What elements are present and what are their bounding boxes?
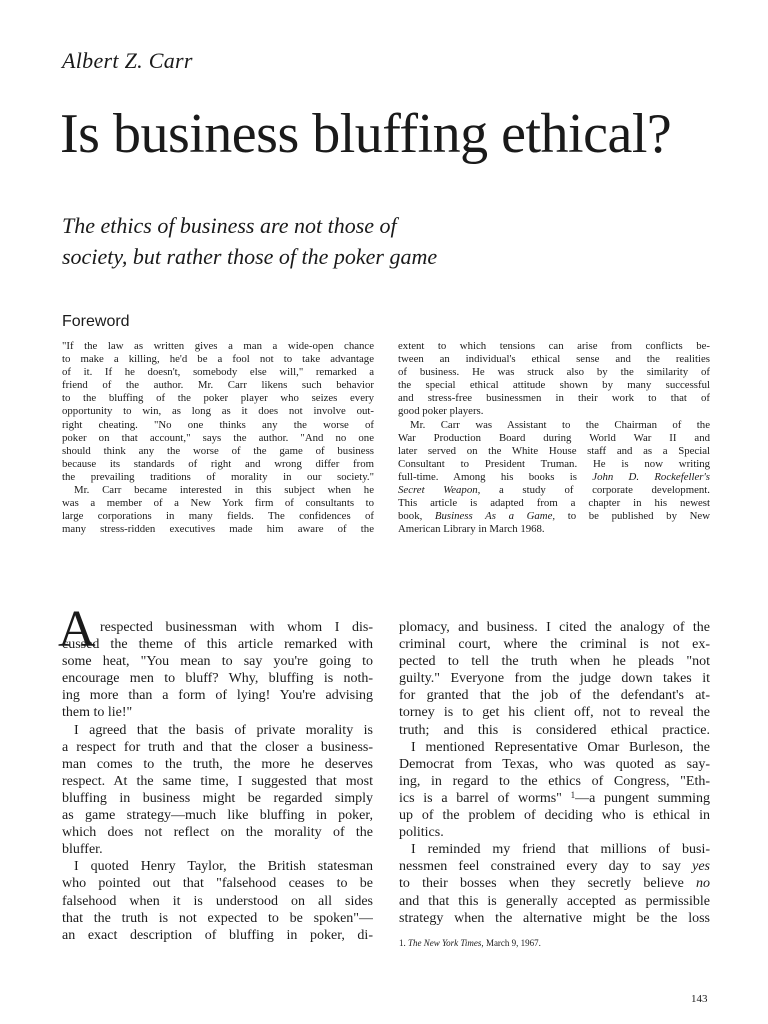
foreword-line: to the bluffing of the poker player who seizes every — [62, 392, 374, 405]
article-line — [399, 858, 710, 875]
footnote-number: 1. — [399, 938, 406, 948]
foreword-column-right — [398, 340, 710, 536]
foreword-line: of business. He was struck also by the similarity of — [398, 366, 710, 379]
foreword-line: poker on that account," says the author. "And no one — [62, 431, 374, 444]
author-name: Albert Z. Carr — [62, 48, 193, 73]
article-line: I reminded my friend that millions of busi- — [411, 842, 710, 858]
footnote-source: The New York Times, — [408, 938, 484, 948]
article-line: them to lie!" — [62, 705, 133, 721]
foreword-line: Mr. Carr became interested in this subject when he — [74, 484, 374, 497]
article-text: ics is a barrel of worms" — [399, 790, 571, 806]
article-line: encourage men to bluff? Why, bluffing is noth- — [62, 671, 373, 687]
book-title: Business As a Game, — [434, 510, 556, 523]
foreword-line — [398, 471, 710, 484]
article-line — [399, 790, 710, 807]
foreword-line: good poker players. — [398, 405, 484, 418]
article-line: pected to tell the truth when he pleads "not — [399, 654, 710, 670]
foreword-line — [398, 510, 710, 523]
article-line: Democrat from Texas, who was quoted as say- — [399, 756, 710, 772]
foreword-line: This article is adapted from a chapter in his newest — [398, 497, 710, 510]
subtitle-line: society, but rather those of the poker game — [62, 244, 438, 269]
foreword-text: to be published by New — [555, 510, 710, 523]
article-line: ing more than a form of lying! You're advising — [62, 688, 373, 704]
foreword-line: later served on the White House staff and as a Special — [398, 444, 710, 457]
foreword-line: many stress-ridden executives made him aware of the — [62, 523, 374, 536]
foreword-line: War Production Board during World War II and — [398, 431, 710, 444]
foreword-line: friend of the author. Mr. Carr likens such behavior — [62, 379, 374, 392]
foreword-line: to make a killing, he'd be a fool not to take advantage — [62, 353, 374, 366]
article-line: torney is to get his client off, not to reveal the — [399, 705, 710, 721]
subtitle-line: The ethics of business are not those of — [62, 213, 397, 238]
foreword-line: "If the law as written gives a man a wide-open chance — [62, 340, 374, 352]
emphasis-word: yes — [692, 859, 710, 875]
article-line: an exact description of bluffing in poker, di- — [62, 927, 373, 943]
article-line: I agreed that the basis of private morality is — [74, 722, 373, 738]
article-line: a respect for truth and that the closer a business- — [62, 739, 373, 755]
article-line: truth; and this is considered ethical practice. — [399, 722, 710, 738]
foreword-line: extent to which tensions can arise from conflicts be- — [398, 340, 710, 352]
article-line — [399, 875, 710, 892]
foreword-line: should think any the worse of the game of business — [62, 444, 374, 457]
article-line: plomacy, and business. I cited the analogy of the — [399, 620, 710, 635]
foreword-text: full-time. Among his books is — [398, 470, 593, 483]
article-title: Is business bluffing ethical? — [60, 103, 672, 165]
article-column-left — [62, 619, 373, 944]
article-line: respected businessman with whom I dis- — [100, 620, 373, 635]
article-line: up of the problem of deciding who is ethical in — [399, 808, 710, 824]
article-subtitle — [62, 210, 682, 272]
article-line: guilty." Everyone from the judge down takes it — [399, 671, 710, 687]
article-line: which does not reflect on the morality of the — [62, 825, 373, 841]
article-line: for granted that the job of the defendant's at- — [399, 688, 710, 704]
foreword-line: of it. If he doesn't, somebody else will," remarked a — [62, 366, 374, 379]
foreword-line: large corporations in many fields. The confidences of — [62, 510, 374, 523]
foreword-heading: Foreword — [62, 313, 130, 330]
article-line: bluffing in business might be regarded simply — [62, 790, 373, 806]
article-line: strategy when the alternative might be the loss — [399, 910, 710, 926]
foreword-line: Mr. Carr was Assistant to the Chairman of the — [410, 418, 710, 431]
footnote-date: March 9, 1967. — [483, 938, 541, 948]
article-line: politics. — [399, 825, 444, 841]
foreword-line: was a member of a New York firm of consultants to — [62, 497, 374, 510]
foreword-column-left — [62, 340, 374, 536]
foreword-line: tween an individual's ethical sense and the realities — [398, 353, 710, 366]
article-text: —a pungent summing — [575, 790, 710, 806]
page-number: 143 — [691, 993, 708, 1005]
article-line: as game strategy—much like bluffing in poker, — [62, 808, 373, 824]
foreword-line: the prevailing traditions of morality in our society." — [62, 470, 374, 483]
article-line: bluffer. — [62, 842, 103, 858]
article-line: falsehood when it is understood on all sides — [62, 893, 373, 909]
foreword-line — [398, 484, 710, 497]
foreword-text: a study of corporate development. — [480, 484, 710, 497]
foreword-line: opportunity to win, as long as it does not involve out- — [62, 405, 374, 418]
article-line: I quoted Henry Taylor, the British statesman — [74, 859, 373, 875]
foreword-line: Consultant to President Truman. He is now writing — [398, 457, 710, 470]
foreword-line: the special ethical attitude shown by many successful — [398, 379, 710, 392]
article-line: who pointed out that "falsehood ceases to be — [62, 876, 373, 892]
article-line: criminal court, where the criminal is not ex- — [399, 637, 710, 653]
drop-cap: A — [58, 601, 96, 658]
article-line: some heat, "You mean to say you're going to — [62, 654, 373, 670]
article-text: nessmen feel constrained every day to say — [399, 859, 693, 875]
article-line: cussed the theme of this article remarked with — [62, 637, 373, 653]
foreword-line: American Library in March 1968. — [398, 523, 545, 536]
article-column-right — [399, 619, 710, 927]
article-line: ing, in regard to the ethics of Congress, "Eth- — [399, 773, 710, 789]
book-title: John D. Rockefeller's — [592, 470, 710, 483]
foreword-line: and stress-free businessmen in their work to that of — [398, 392, 710, 405]
foreword-line: right cheating. "No one thinks any the worse of — [62, 418, 374, 431]
foreword-line: because its standards of right and wrong differ from — [62, 457, 374, 470]
article-text: to their bosses when they secretly believe — [399, 876, 696, 892]
footnote-marker: 1 — [570, 789, 576, 800]
article-line: respect. At the same time, I suggested that most — [62, 773, 373, 789]
foreword-text: book, — [398, 510, 435, 523]
article-line: that the truth is not expected to be spoken"— — [62, 910, 373, 926]
article-line: and that this is generally accepted as permissible — [399, 893, 710, 909]
book-title: Secret Weapon, — [398, 484, 481, 497]
article-line: man comes to the truth, the more he deserves — [62, 756, 373, 772]
footnote — [399, 938, 541, 949]
article-line: I mentioned Representative Omar Burleson, the — [411, 739, 710, 755]
emphasis-word: no — [696, 876, 710, 892]
